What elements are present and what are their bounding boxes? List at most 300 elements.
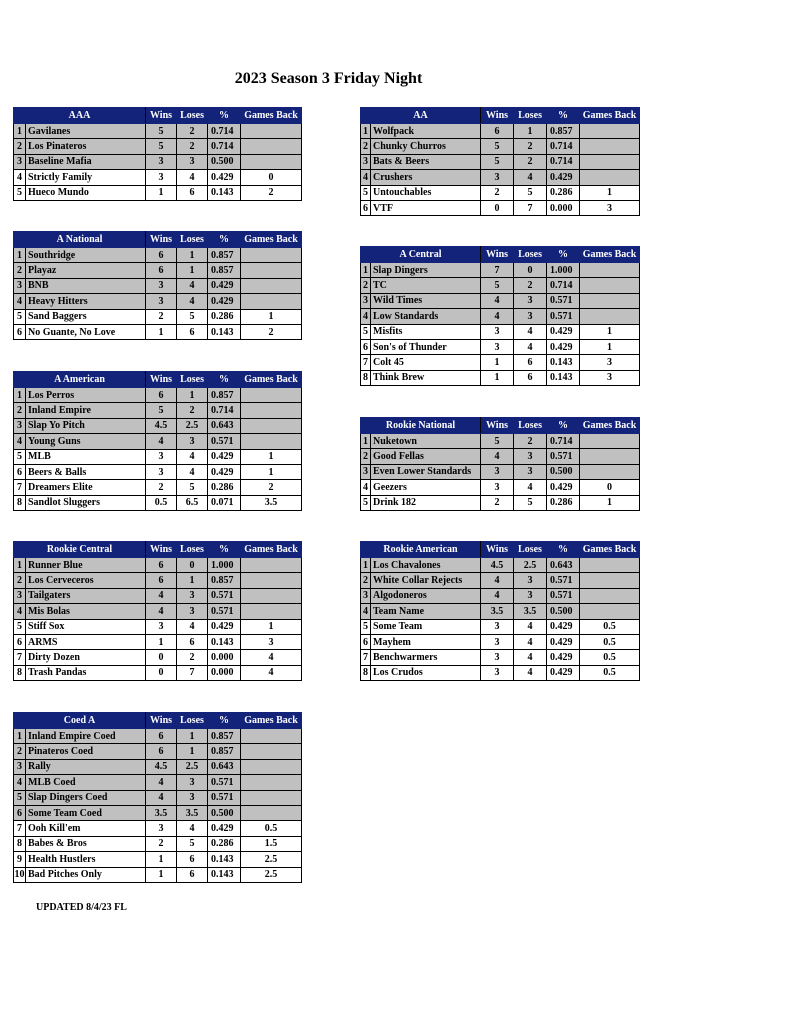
team-name-cell: Slap Dingers <box>371 263 481 278</box>
pct-header: % <box>547 247 580 263</box>
games-back-cell: 0.5 <box>580 634 640 649</box>
pct-cell: 0.071 <box>208 495 241 510</box>
rank-cell: 4 <box>14 294 26 309</box>
loses-cell: 5 <box>177 309 208 324</box>
wins-cell: 7 <box>481 263 514 278</box>
wins-cell: 6 <box>146 263 177 278</box>
games-back-cell: 1 <box>241 464 302 479</box>
games-back-cell: 1 <box>241 309 302 324</box>
loses-header: Loses <box>177 108 208 124</box>
division-name: A National <box>14 232 146 248</box>
team-name-cell: Runner Blue <box>26 558 146 573</box>
table-row <box>361 434 640 449</box>
games-back-cell: 0 <box>241 170 302 185</box>
team-name-cell: Gavilanes <box>26 124 146 139</box>
team-name-cell: Trash Pandas <box>26 665 146 680</box>
rank-cell: 3 <box>14 278 26 293</box>
pct-cell: 0.429 <box>547 339 580 354</box>
wins-cell: 3 <box>146 154 177 169</box>
loses-cell: 7 <box>514 200 547 215</box>
wins-cell: 1 <box>146 852 177 867</box>
table-row <box>14 464 302 479</box>
pct-cell: 0.286 <box>208 836 241 851</box>
wins-cell: 6 <box>146 729 177 744</box>
header-row <box>361 418 640 434</box>
team-name-cell: Los Pinateros <box>26 139 146 154</box>
games-back-cell <box>580 449 640 464</box>
games-back-cell: 2.5 <box>241 867 302 882</box>
pct-cell: 0.429 <box>208 449 241 464</box>
pct-cell: 0.500 <box>208 805 241 820</box>
games-back-cell <box>580 558 640 573</box>
team-name-cell: TC <box>371 278 481 293</box>
loses-cell: 1 <box>177 729 208 744</box>
pct-cell: 0.714 <box>547 434 580 449</box>
pct-cell: 0.571 <box>547 449 580 464</box>
wins-header: Wins <box>146 542 177 558</box>
games-back-cell <box>241 418 302 433</box>
loses-cell: 6 <box>177 634 208 649</box>
games-back-cell <box>241 278 302 293</box>
table-row <box>14 634 302 649</box>
table-row <box>14 480 302 495</box>
wins-cell: 4 <box>146 588 177 603</box>
pct-cell: 0.500 <box>547 604 580 619</box>
team-name-cell: Los Crudos <box>371 665 481 680</box>
pct-cell: 0.143 <box>208 185 241 200</box>
team-name-cell: Good Fellas <box>371 449 481 464</box>
team-name-cell: Southridge <box>26 248 146 263</box>
team-name-cell: Pinateros Coed <box>26 744 146 759</box>
games-back-cell <box>580 309 640 324</box>
wins-cell: 2 <box>481 495 514 510</box>
team-name-cell: MLB <box>26 449 146 464</box>
team-name-cell: VTF <box>371 200 481 215</box>
pct-cell: 0.286 <box>208 480 241 495</box>
loses-header: Loses <box>177 542 208 558</box>
team-name-cell: Dreamers Elite <box>26 480 146 495</box>
loses-cell: 6 <box>514 370 547 385</box>
wins-cell: 6 <box>481 124 514 139</box>
rank-cell: 3 <box>361 588 371 603</box>
team-name-cell: MLB Coed <box>26 775 146 790</box>
loses-cell: 4 <box>514 665 547 680</box>
pct-header: % <box>208 232 241 248</box>
pct-cell: 0.500 <box>208 154 241 169</box>
wins-cell: 5 <box>481 278 514 293</box>
games-back-cell: 2.5 <box>241 852 302 867</box>
games-back-cell: 1 <box>580 339 640 354</box>
rank-cell: 8 <box>361 665 371 680</box>
loses-cell: 5 <box>177 480 208 495</box>
wins-cell: 1 <box>146 185 177 200</box>
games-back-cell: 2 <box>241 324 302 339</box>
table-row <box>361 293 640 308</box>
division-name: A Central <box>361 247 481 263</box>
games-back-cell: 0.5 <box>580 619 640 634</box>
rank-cell: 4 <box>14 775 26 790</box>
loses-header: Loses <box>177 232 208 248</box>
games-back-cell <box>580 464 640 479</box>
pct-cell: 0.500 <box>547 464 580 479</box>
loses-cell: 4 <box>514 339 547 354</box>
games-back-cell <box>241 403 302 418</box>
games-back-cell <box>580 573 640 588</box>
standings-table-rookie-american <box>360 541 640 681</box>
loses-cell: 5 <box>514 495 547 510</box>
pct-cell: 0.714 <box>547 154 580 169</box>
games-back-cell <box>241 388 302 403</box>
table-row <box>361 355 640 370</box>
wins-cell: 5 <box>481 434 514 449</box>
wins-cell: 1 <box>146 867 177 882</box>
wins-cell: 6 <box>146 744 177 759</box>
rank-cell: 2 <box>14 573 26 588</box>
wins-cell: 1 <box>146 634 177 649</box>
pct-cell: 0.857 <box>208 248 241 263</box>
team-name-cell: Crushers <box>371 170 481 185</box>
header-row <box>14 108 302 124</box>
table-row <box>361 650 640 665</box>
pct-cell: 0.143 <box>208 852 241 867</box>
table-row <box>14 139 302 154</box>
pct-cell: 0.714 <box>208 124 241 139</box>
loses-cell: 2 <box>514 278 547 293</box>
games-back-header: Games Back <box>580 247 640 263</box>
team-name-cell: Drink 182 <box>371 495 481 510</box>
wins-header: Wins <box>481 418 514 434</box>
rank-cell: 3 <box>361 293 371 308</box>
division-name: A American <box>14 372 146 388</box>
games-back-header: Games Back <box>241 542 302 558</box>
loses-cell: 2.5 <box>514 558 547 573</box>
loses-cell: 6 <box>177 324 208 339</box>
loses-header: Loses <box>177 372 208 388</box>
wins-cell: 3 <box>146 619 177 634</box>
games-back-cell <box>580 263 640 278</box>
pct-cell: 0.143 <box>208 867 241 882</box>
team-name-cell: Geezers <box>371 480 481 495</box>
team-name-cell: Inland Empire <box>26 403 146 418</box>
table-row <box>14 449 302 464</box>
wins-cell: 2 <box>146 836 177 851</box>
standings-table-a-national <box>13 231 302 340</box>
pct-header: % <box>208 372 241 388</box>
header-row <box>361 247 640 263</box>
loses-cell: 4 <box>177 294 208 309</box>
pct-cell: 0.571 <box>208 434 241 449</box>
wins-cell: 4 <box>481 449 514 464</box>
wins-cell: 4 <box>481 309 514 324</box>
table-row <box>361 619 640 634</box>
team-name-cell: Benchwarmers <box>371 650 481 665</box>
wins-cell: 4.5 <box>146 759 177 774</box>
pct-cell: 0.429 <box>208 821 241 836</box>
team-name-cell: Dirty Dozen <box>26 650 146 665</box>
pct-cell: 0.429 <box>547 480 580 495</box>
team-name-cell: Stiff Sox <box>26 619 146 634</box>
rank-cell: 2 <box>361 449 371 464</box>
rank-cell: 6 <box>361 634 371 649</box>
team-name-cell: Low Standards <box>371 309 481 324</box>
loses-cell: 4 <box>514 634 547 649</box>
wins-cell: 4.5 <box>146 418 177 433</box>
games-back-cell <box>241 248 302 263</box>
games-back-cell <box>241 139 302 154</box>
wins-cell: 4 <box>146 434 177 449</box>
rank-cell: 1 <box>361 558 371 573</box>
loses-cell: 4 <box>177 619 208 634</box>
pct-cell: 0.286 <box>547 495 580 510</box>
loses-cell: 3 <box>177 790 208 805</box>
pct-cell: 0.714 <box>208 403 241 418</box>
rank-cell: 7 <box>14 821 26 836</box>
wins-cell: 0 <box>146 650 177 665</box>
games-back-cell <box>580 170 640 185</box>
pct-cell: 0.000 <box>208 650 241 665</box>
wins-cell: 5 <box>481 154 514 169</box>
table-row <box>14 434 302 449</box>
table-row <box>361 558 640 573</box>
loses-cell: 1 <box>177 388 208 403</box>
games-back-header: Games Back <box>241 108 302 124</box>
team-name-cell: Chunky Churros <box>371 139 481 154</box>
games-back-cell <box>580 124 640 139</box>
games-back-cell <box>580 434 640 449</box>
games-back-cell <box>241 434 302 449</box>
table-row <box>14 759 302 774</box>
loses-cell: 3 <box>177 604 208 619</box>
pct-cell: 0.571 <box>208 790 241 805</box>
loses-cell: 4 <box>177 449 208 464</box>
loses-cell: 2 <box>177 650 208 665</box>
loses-cell: 1 <box>177 263 208 278</box>
table-row <box>14 852 302 867</box>
pct-header: % <box>208 713 241 729</box>
table-row <box>14 403 302 418</box>
wins-cell: 5 <box>146 139 177 154</box>
rank-cell: 6 <box>361 200 371 215</box>
pct-cell: 0.429 <box>208 278 241 293</box>
pct-cell: 0.571 <box>208 588 241 603</box>
team-name-cell: Playaz <box>26 263 146 278</box>
games-back-cell <box>241 573 302 588</box>
games-back-cell <box>580 154 640 169</box>
team-name-cell: Rally <box>26 759 146 774</box>
rank-cell: 7 <box>14 650 26 665</box>
team-name-cell: BNB <box>26 278 146 293</box>
games-back-cell: 3 <box>580 355 640 370</box>
rank-cell: 1 <box>14 124 26 139</box>
games-back-cell <box>241 805 302 820</box>
table-row <box>14 744 302 759</box>
pct-cell: 0.429 <box>208 170 241 185</box>
loses-cell: 3 <box>177 588 208 603</box>
loses-cell: 6 <box>514 355 547 370</box>
games-back-cell <box>241 154 302 169</box>
loses-cell: 6.5 <box>177 495 208 510</box>
games-back-cell <box>241 294 302 309</box>
pct-cell: 0.286 <box>208 309 241 324</box>
pct-cell: 0.571 <box>547 293 580 308</box>
loses-cell: 0 <box>177 558 208 573</box>
team-name-cell: Some Team Coed <box>26 805 146 820</box>
rank-cell: 8 <box>14 495 26 510</box>
wins-cell: 5 <box>481 139 514 154</box>
team-name-cell: Son's of Thunder <box>371 339 481 354</box>
pct-cell: 0.429 <box>547 170 580 185</box>
games-back-cell <box>241 558 302 573</box>
rank-cell: 9 <box>14 852 26 867</box>
loses-cell: 2 <box>514 139 547 154</box>
pct-cell: 0.429 <box>547 324 580 339</box>
loses-cell: 4 <box>514 170 547 185</box>
team-name-cell: ARMS <box>26 634 146 649</box>
table-row <box>14 418 302 433</box>
team-name-cell: Los Chavalones <box>371 558 481 573</box>
table-row <box>361 309 640 324</box>
wins-cell: 3.5 <box>146 805 177 820</box>
wins-cell: 3 <box>481 665 514 680</box>
pct-cell: 0.643 <box>208 418 241 433</box>
pct-cell: 0.714 <box>547 278 580 293</box>
wins-cell: 3 <box>146 821 177 836</box>
table-row <box>14 867 302 882</box>
loses-cell: 1 <box>514 124 547 139</box>
table-row <box>361 324 640 339</box>
loses-cell: 2 <box>514 154 547 169</box>
games-back-header: Games Back <box>580 542 640 558</box>
loses-cell: 4 <box>514 324 547 339</box>
rank-cell: 3 <box>361 464 371 479</box>
games-back-header: Games Back <box>580 418 640 434</box>
wins-cell: 5 <box>146 124 177 139</box>
wins-cell: 3 <box>481 634 514 649</box>
loses-cell: 3.5 <box>514 604 547 619</box>
division-name: Rookie Central <box>14 542 146 558</box>
rank-cell: 7 <box>14 480 26 495</box>
team-name-cell: Sand Baggers <box>26 309 146 324</box>
table-row <box>14 388 302 403</box>
standings-table-a-central <box>360 246 640 386</box>
games-back-cell: 1 <box>241 449 302 464</box>
wins-header: Wins <box>146 372 177 388</box>
pct-cell: 0.000 <box>547 200 580 215</box>
wins-cell: 3 <box>481 339 514 354</box>
rank-cell: 6 <box>14 324 26 339</box>
rank-cell: 1 <box>361 124 371 139</box>
rank-cell: 4 <box>361 170 371 185</box>
rank-cell: 2 <box>361 278 371 293</box>
table-row <box>14 588 302 603</box>
loses-cell: 3 <box>514 573 547 588</box>
rank-cell: 5 <box>14 185 26 200</box>
wins-cell: 3 <box>146 170 177 185</box>
rank-cell: 5 <box>14 619 26 634</box>
pct-cell: 1.000 <box>208 558 241 573</box>
rank-cell: 3 <box>14 588 26 603</box>
table-row <box>361 604 640 619</box>
table-row <box>361 464 640 479</box>
loses-cell: 3 <box>514 464 547 479</box>
loses-cell: 7 <box>177 665 208 680</box>
pct-cell: 0.714 <box>208 139 241 154</box>
team-name-cell: Misfits <box>371 324 481 339</box>
pct-cell: 0.643 <box>547 558 580 573</box>
table-row <box>14 124 302 139</box>
standings-table-a-american <box>13 371 302 511</box>
team-name-cell: Slap Yo Pitch <box>26 418 146 433</box>
wins-header: Wins <box>146 232 177 248</box>
pct-cell: 0.143 <box>547 355 580 370</box>
loses-header: Loses <box>514 418 547 434</box>
wins-cell: 2 <box>146 480 177 495</box>
rank-cell: 4 <box>361 604 371 619</box>
wins-cell: 3 <box>146 278 177 293</box>
games-back-cell: 0.5 <box>580 665 640 680</box>
table-row <box>361 185 640 200</box>
rank-cell: 2 <box>14 263 26 278</box>
division-name: Rookie American <box>361 542 481 558</box>
team-name-cell: Wolfpack <box>371 124 481 139</box>
pct-header: % <box>208 542 241 558</box>
rank-cell: 4 <box>14 434 26 449</box>
team-name-cell: Young Guns <box>26 434 146 449</box>
loses-cell: 3 <box>514 293 547 308</box>
games-back-cell: 3.5 <box>241 495 302 510</box>
table-row <box>361 154 640 169</box>
loses-cell: 3 <box>514 449 547 464</box>
games-back-header: Games Back <box>241 372 302 388</box>
pct-header: % <box>208 108 241 124</box>
team-name-cell: No Guante, No Love <box>26 324 146 339</box>
standings-table-aaa <box>13 107 302 201</box>
games-back-cell: 0.5 <box>580 650 640 665</box>
rank-cell: 1 <box>14 388 26 403</box>
loses-cell: 3.5 <box>177 805 208 820</box>
pct-cell: 0.143 <box>208 634 241 649</box>
pct-header: % <box>547 108 580 124</box>
pct-cell: 0.571 <box>208 775 241 790</box>
rank-cell: 5 <box>14 309 26 324</box>
pct-header: % <box>547 542 580 558</box>
table-row <box>361 370 640 385</box>
loses-header: Loses <box>514 542 547 558</box>
rank-cell: 6 <box>14 464 26 479</box>
games-back-cell: 3 <box>241 634 302 649</box>
team-name-cell: Colt 45 <box>371 355 481 370</box>
team-name-cell: Untouchables <box>371 185 481 200</box>
table-row <box>361 170 640 185</box>
rank-cell: 7 <box>361 355 371 370</box>
rank-cell: 1 <box>361 263 371 278</box>
team-name-cell: Los Cerveceros <box>26 573 146 588</box>
team-name-cell: Team Name <box>371 604 481 619</box>
team-name-cell: Babes & Bros <box>26 836 146 851</box>
games-back-header: Games Back <box>580 108 640 124</box>
loses-cell: 2 <box>177 139 208 154</box>
wins-cell: 6 <box>146 558 177 573</box>
rank-cell: 2 <box>361 573 371 588</box>
header-row <box>14 372 302 388</box>
division-name: Coed A <box>14 713 146 729</box>
loses-cell: 2 <box>177 124 208 139</box>
pct-cell: 0.429 <box>547 650 580 665</box>
table-row <box>14 154 302 169</box>
team-name-cell: Tailgaters <box>26 588 146 603</box>
rank-cell: 6 <box>361 339 371 354</box>
loses-cell: 1 <box>177 248 208 263</box>
